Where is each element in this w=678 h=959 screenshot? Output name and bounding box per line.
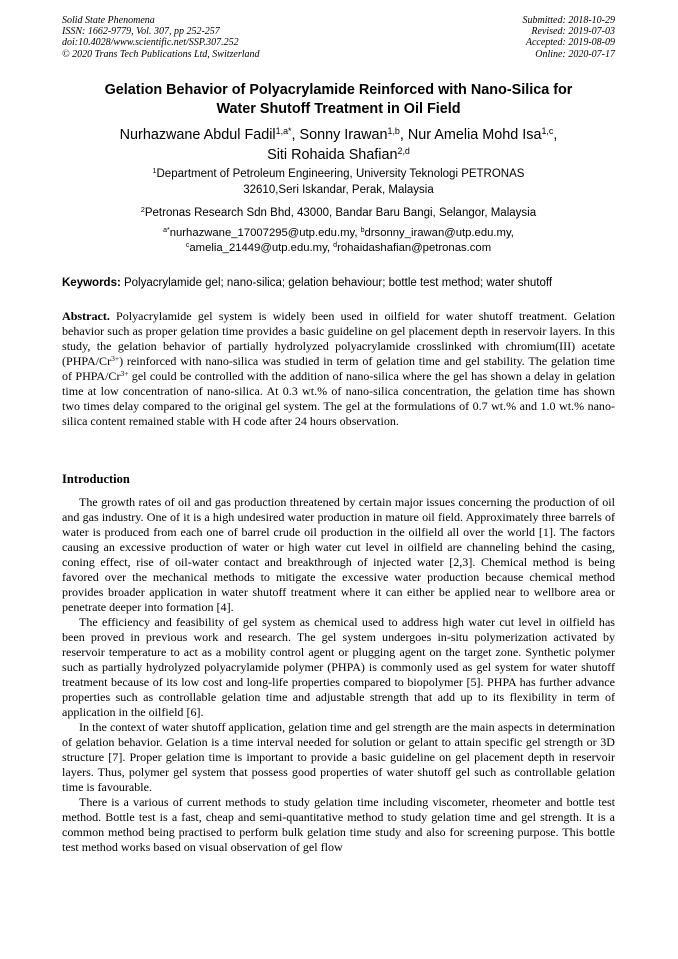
affiliation-1-line-1 xyxy=(62,167,615,183)
date-accepted: Accepted: 2019-08-09 xyxy=(525,37,615,49)
email-link[interactable]: rohaidashafian@petronas.com xyxy=(337,242,492,254)
affiliation-2 xyxy=(62,206,615,222)
author-line-1 xyxy=(62,125,615,145)
affiliation-1 xyxy=(62,167,615,198)
email-link[interactable]: amelia_21449@utp.edu.my, xyxy=(189,242,334,254)
paragraph: In the context of water shutoff application, gelation time and gel strength are the main aspects in determination of gelation behavior. Gelation is a time interval needed for solution or gelant to attain specific gel strength or 3D structure [7]. Proper gelation time is important to provide a basic guideline on gel placement depth in reservoir layers. Thus, polymer gel system that possess good properties of water shutoff gel such as controllable gelation time is favourable. xyxy=(62,720,615,794)
author-name: Nurhazwane Abdul Fadil xyxy=(119,127,276,143)
author-list xyxy=(62,125,615,165)
email-mark: d xyxy=(333,242,338,250)
affiliation-text: Petronas Research Sdn Bhd, 43000, Bandar Baru Bangi, Selangor, Malaysia xyxy=(144,207,537,219)
email-link[interactable]: nurhazwane_17007295@utp.edu.my, xyxy=(169,227,361,239)
affiliation-1-line-2: 32610,Seri Iskandar, Perak, Malaysia xyxy=(243,183,434,196)
email-line-2 xyxy=(62,241,615,256)
author-affiliation-mark: 1,b xyxy=(387,126,400,137)
section-heading-introduction: Introduction xyxy=(62,472,130,486)
journal-issn: ISSN: 1662-9779, Vol. 307, pp 252-257 xyxy=(62,26,220,38)
author-name: Nur Amelia Mohd Isa xyxy=(407,127,542,143)
charge-superscript: 3+ xyxy=(120,368,129,378)
affiliation-text: Department of Petroleum Engineering, University Teknologi PETRONAS xyxy=(156,168,525,180)
date-online: Online: 2020-07-17 xyxy=(535,48,615,60)
title-line-2: Water Shutoff Treatment in Oil Field xyxy=(216,101,461,117)
affiliation-mark: 2 xyxy=(140,206,145,215)
paper-title xyxy=(62,81,615,119)
paragraph: The efficiency and feasibility of gel system as chemical used to address high water cut level in oilfield has been proved in previous work and research. The gel system undergoes in-situ polymerization activated by reservoir temperature to act as a mobility control agent or plugging agent on the target zone. Synthetic polymer such as partially hydrolyzed polyacrylamide polymer (PHPA) is commonly used as gel system for water shutoff treatment because of its low cost and long-life properties compared to biopolymer [5]. PHPA has further advance properties such as controllable gelation time and adjustable strength that add up to its flexibility in term of application in the oilfield [6]. xyxy=(62,615,615,719)
author-separator: , xyxy=(291,127,300,143)
abstract-label: Abstract. xyxy=(62,309,110,323)
keywords-text: Polyacrylamide gel; nano-silica; gelation behaviour; bottle test method; water shutoff xyxy=(120,277,553,289)
email-mark: b xyxy=(360,227,365,235)
email-link[interactable]: drsonny_irawan@utp.edu.my, xyxy=(364,227,514,239)
email-line-1 xyxy=(62,226,615,241)
paragraph: The growth rates of oil and gas production threatened by certain major issues concerning the production of oil and gas industry. One of it is a high undesired water production in mature oil field. Approximately three barrels of water is produced from each one of barrel crude oil production in the oilfield all over the world [1]. The factors causing an excessive production of water or high water cut level in oilfield are channeling behind the casing, coning effect, rise of oil-water contact and breakthrough of injected water [2,3]. Chemical method is being favored over the mechanical methods to mitigate the excessive water production because chemical method provides broader application in water shutoff treatment where it can either be applied near to wellbore area or penetrate deeper into formation [4]. xyxy=(62,495,615,614)
email-mark: a* xyxy=(163,227,170,235)
date-submitted: Submitted: 2018-10-29 xyxy=(522,15,615,26)
author-affiliation-mark: 1,c xyxy=(541,126,554,137)
author-line-2 xyxy=(62,145,615,165)
abstract-text: Polyacrylamide gel system is widely been used in oilfield for water shutoff treatment. Gelation behavior such as proper gelation time provides a basic guideline on gel placement depth in reservoir layers. In this study, the gelation behavior of partially hydrolyzed polyacrylamide crosslinked with chromium(III) acetate (PHPA/Cr xyxy=(62,309,615,368)
abstract-text: gel could be controlled with the addition of nano-silica where the gel has shown a delay in gelation time at low concentration of nano-silica. At 0.3 wt.% of nano-silica concentration, the gelation time has shown two times delay compared to the original gel system. The gel at the formulations of 0.7 wt.% and 1.0 wt.% nano-silica content remained stable with H code after 24 hours observation. xyxy=(62,369,615,428)
abstract-text: ) reinforced with nano-silica was studied in term of gelation time and gel stability. The gelation time of PHPA/Cr xyxy=(62,354,615,383)
author-name: Sonny Irawan xyxy=(299,127,388,143)
author-emails xyxy=(62,226,615,256)
abstract xyxy=(62,309,615,429)
keywords-label: Keywords: xyxy=(62,277,121,289)
author-separator: , xyxy=(553,127,558,143)
dates-header xyxy=(523,15,616,60)
email-mark: c xyxy=(185,242,190,250)
author-separator: , xyxy=(399,127,408,143)
journal-name: Solid State Phenomena xyxy=(62,15,155,26)
date-revised: Revised: 2019-07-03 xyxy=(531,26,615,38)
journal-doi: doi:10.4028/www.scientific.net/SSP.307.252 xyxy=(62,37,239,49)
charge-superscript: 3+ xyxy=(111,353,120,363)
author-affiliation-mark: 2,d xyxy=(397,146,410,157)
journal-copyright: © 2020 Trans Tech Publications Ltd, Switzerland xyxy=(62,48,260,60)
introduction-body xyxy=(62,495,615,855)
title-line-1: Gelation Behavior of Polyacrylamide Reinforced with Nano-Silica for xyxy=(104,82,573,98)
paragraph: There is a various of current methods to study gelation time including viscometer, rheometer and bottle test method. Bottle test is a fast, cheap and semi-quantitative method to study gelation time and gel strength. It is a common method being practised to perform bulk gelation time study and also for screening purpose. This bottle test method works based on visual observation of gel flow xyxy=(62,795,615,854)
author-name: Siti Rohaida Shafian xyxy=(267,147,398,163)
keywords xyxy=(62,276,615,291)
affiliation-mark: 1 xyxy=(152,167,157,176)
author-affiliation-mark: 1,a* xyxy=(275,126,292,137)
journal-header xyxy=(62,15,260,60)
